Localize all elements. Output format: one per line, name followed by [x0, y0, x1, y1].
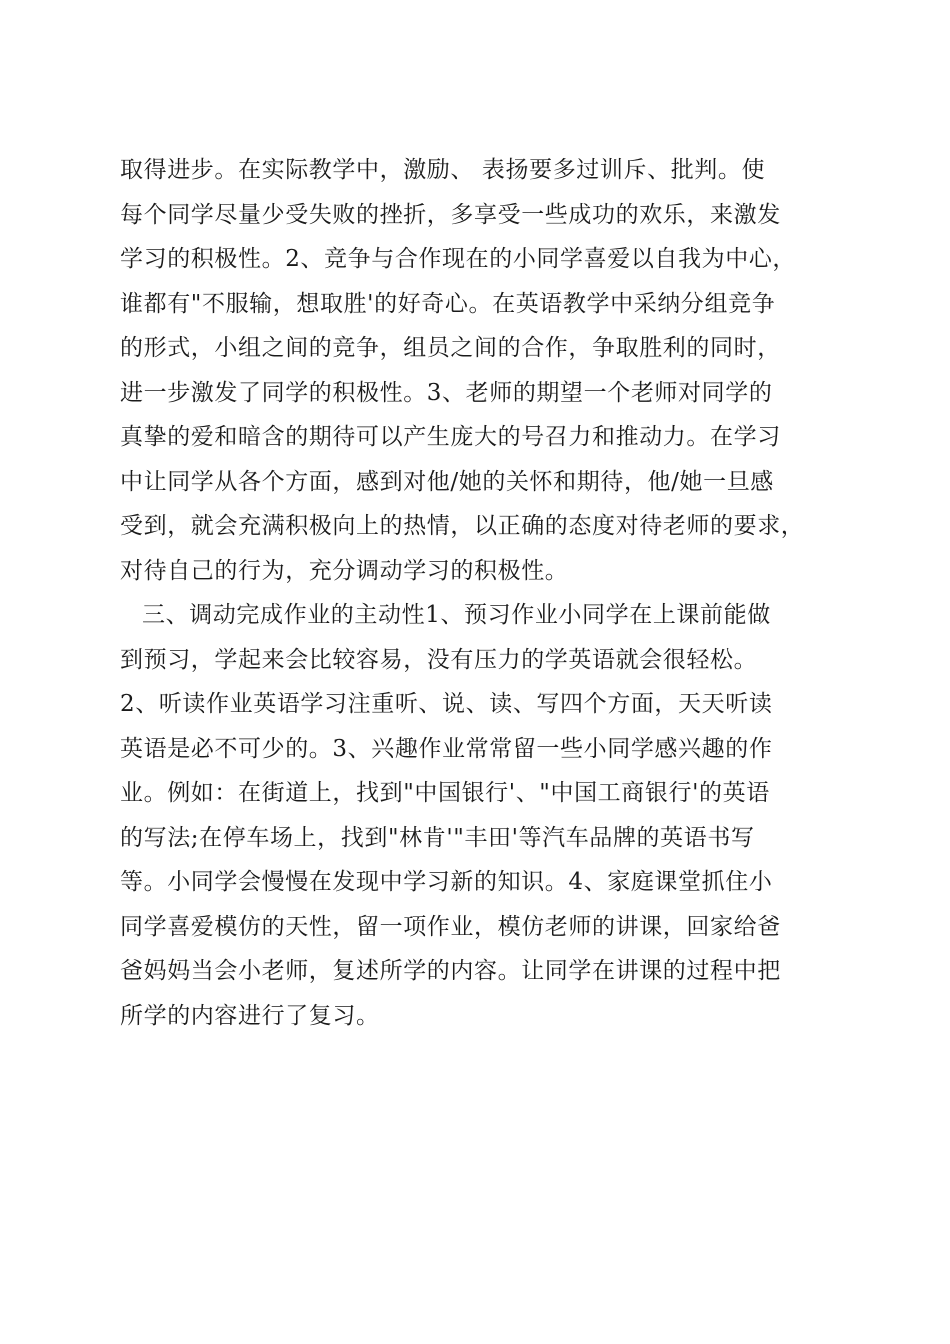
text-line: 业。例如：在街道上，找到"中国银行'、"中国工商银行'的英语 — [120, 780, 770, 806]
text-line: 英语是必不可少的。3、兴趣作业常常留一些小同学感兴趣的作 — [120, 735, 773, 762]
text-line: 爸妈妈当会小老师，复述所学的内容。让同学在讲课的过程中把 — [120, 958, 781, 984]
text-line: 谁都有"不服输，想取胜'的好奇心。在英语教学中采纳分组竞争 — [120, 290, 776, 317]
text-line: 等。小同学会慢慢在发现中学习新的知识。4、家庭课堂抓住小 — [120, 869, 773, 895]
text-line: 对待自己的行为，充分调动学习的积极性。 — [120, 557, 569, 584]
text-line: 的形式，小组之间的竞争，组员之间的合作，争取胜利的同时， — [120, 335, 781, 361]
text-line: 2、听读作业英语学习注重听、说、读、写四个方面，天天听读 — [120, 691, 773, 717]
text-line: 所学的内容进行了复习。 — [120, 1002, 380, 1029]
text-line: 到预习，学起来会比较容易，没有压力的学英语就会很轻松。 — [120, 646, 758, 673]
text-line: 三、调动完成作业的主动性1、预习作业小同学在上课前能做 — [142, 602, 771, 628]
text-line: 进一步激发了同学的积极性。3、老师的期望一个老师对同学的 — [120, 379, 773, 406]
paragraph-2 — [120, 593, 850, 1038]
text-line: 中让同学从各个方面，感到对他/她的关怀和期待，他/她一旦感 — [120, 468, 774, 495]
text-line: 真挚的爱和暗含的期待可以产生庞大的号召力和推动力。在学习 — [120, 424, 781, 450]
text-line: 取得进步。在实际教学中，激励、 表扬要多过训斥、批判。使 — [120, 157, 766, 183]
text-line: 每个同学尽量少受失败的挫折，多享受一些成功的欢乐，来激发 — [120, 201, 781, 228]
document-body — [120, 148, 850, 1038]
text-line: 同学喜爱模仿的天性，留一项作业，模仿老师的讲课，回家给爸 — [120, 913, 781, 940]
text-line: 的写法;在停车场上，找到"林肯'"丰田'等汽车品牌的英语书写 — [120, 824, 755, 851]
text-line: 受到，就会充满积极向上的热情，以正确的态度对待老师的要求， — [120, 513, 805, 539]
text-line: 学习的积极性。2、竞争与合作现在的小同学喜爱以自我为中心， — [120, 246, 797, 272]
paragraph-1 — [120, 148, 850, 593]
